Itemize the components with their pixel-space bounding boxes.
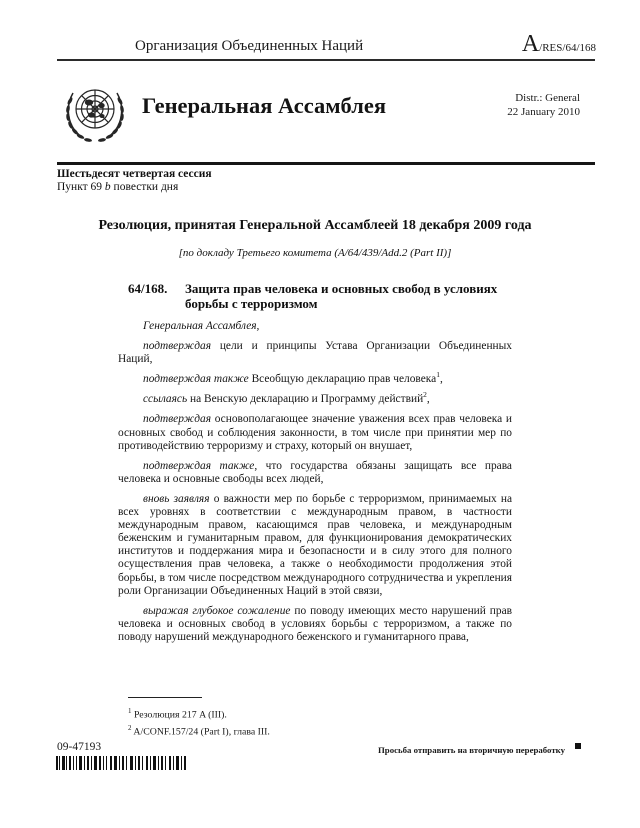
preamble-paragraph — [118, 413, 512, 452]
paragraph-text: о важности мер по борьбе с терроризмом, принимаемых на всех уровнях в соответствии с международным правом, в частности международным правом, касающимся прав человека, и международным беженским и гуманитарным правом, для функционирования демократических институтов и поддержания мира и безопасности и в силу этого для полного осуществления прав человека, а также о необходимости продолжения этой борьбы, в том числе посредством международного сотрудничества и укрепления роли Организации Объединенных Наций в этой связи, — [118, 492, 513, 597]
footnote-marker: 2 — [423, 390, 427, 400]
paragraph-lead: подтверждая — [143, 340, 211, 353]
resolution-title: Резолюция, принятая Генеральной Ассамблеей 18 декабря 2009 года — [98, 218, 532, 233]
paragraph-tail: , — [426, 393, 430, 406]
paragraph-lead: вновь заявляя — [143, 492, 210, 505]
report-reference: [по докладу Третьего комитета (A/64/439/Add.2 (Part II)] — [178, 247, 452, 259]
footnote-divider — [128, 697, 202, 698]
recycle-note — [378, 743, 581, 755]
paragraph-text: , что государства обязаны защищать все права человека и основные свободы всех людей, — [118, 459, 512, 485]
agenda-item — [57, 181, 178, 193]
header-divider — [57, 162, 595, 165]
masthead-divider — [57, 59, 595, 61]
session-title: Шестьдесят четвертая сессия — [57, 168, 212, 180]
paragraph-lead: подтверждая — [143, 413, 211, 426]
resolution-number: 64/168. — [128, 281, 168, 296]
distr-line: Distr.: General — [515, 92, 580, 104]
preamble-paragraph — [118, 370, 512, 386]
paragraph-lead: выражая глубокое сожаление — [143, 604, 291, 617]
paragraph-text: Всеобщую декларацию прав человека — [248, 373, 437, 386]
footnotes — [128, 697, 458, 739]
document-symbol-letter: A — [521, 31, 540, 57]
barcode — [56, 756, 187, 775]
agenda-letter: b — [104, 181, 111, 193]
footnote-marker: 1 — [436, 370, 440, 380]
paragraph-lead: ссылаясь — [143, 393, 188, 406]
preamble-paragraph — [118, 340, 512, 366]
agenda-suffix: повестки дня — [110, 181, 179, 193]
job-number: 09-47193 — [57, 741, 102, 753]
recycle-note-text: Просьба отправить на вторичную переработку — [377, 745, 565, 755]
paragraph-lead: подтверждая также — [143, 459, 255, 472]
footnote-1 — [128, 705, 458, 722]
preamble-paragraph — [118, 390, 512, 406]
distribution-block — [507, 92, 580, 119]
footnote-marker: 1 — [128, 707, 132, 715]
resolution-heading — [128, 281, 515, 311]
footnote-text: Резолюция 217 A (III). — [133, 709, 227, 721]
un-emblem-icon — [61, 79, 129, 152]
paragraph-text: основополагающее значение уважения всех прав человека и основных свобод и соблюдения законности, в том числе при принятии мер по противодействию терроризму и страху, который он внушает, — [118, 413, 512, 452]
paragraph-assembly — [118, 320, 512, 333]
paragraph-text: на Венскую декларацию и Программу действий — [187, 393, 424, 406]
footnote-text: A/CONF.157/24 (Part I), глава III. — [133, 726, 270, 738]
preamble-paragraph — [118, 493, 512, 598]
org-name: Организация Объединенных Наций — [135, 38, 364, 54]
agenda-prefix: Пункт 69 — [57, 181, 105, 193]
paragraph-text: цели и принципы Устава Организации Объединенных Наций, — [118, 340, 512, 366]
footnote-marker: 2 — [128, 723, 132, 732]
document-symbol-number: /RES/64/168 — [539, 42, 596, 54]
preamble — [118, 320, 512, 644]
resolution-content — [57, 218, 573, 644]
footnote-2 — [128, 722, 458, 739]
paragraph-tail: , — [439, 373, 443, 386]
paragraph-lead: Генеральная Ассамблея, — [143, 320, 260, 332]
preamble-paragraph — [118, 460, 512, 486]
paragraph-text: по поводу имеющих место нарушений прав человека и основных свобод в условиях борьбы с терроризмом, а также по поводу нарушений международного беженского и гуманитарного права, — [118, 604, 513, 643]
distr-date: 22 January 2010 — [507, 105, 580, 118]
assembly-title: Генеральная Ассамблея — [142, 93, 387, 118]
resolution-heading-text: Защита прав человека и основных свобод в условиях борьбы с терроризмом — [185, 281, 498, 311]
preamble-paragraph — [118, 605, 512, 644]
recycle-icon — [575, 743, 581, 749]
paragraph-lead: подтверждая также — [143, 373, 249, 386]
document-symbol — [522, 31, 596, 58]
